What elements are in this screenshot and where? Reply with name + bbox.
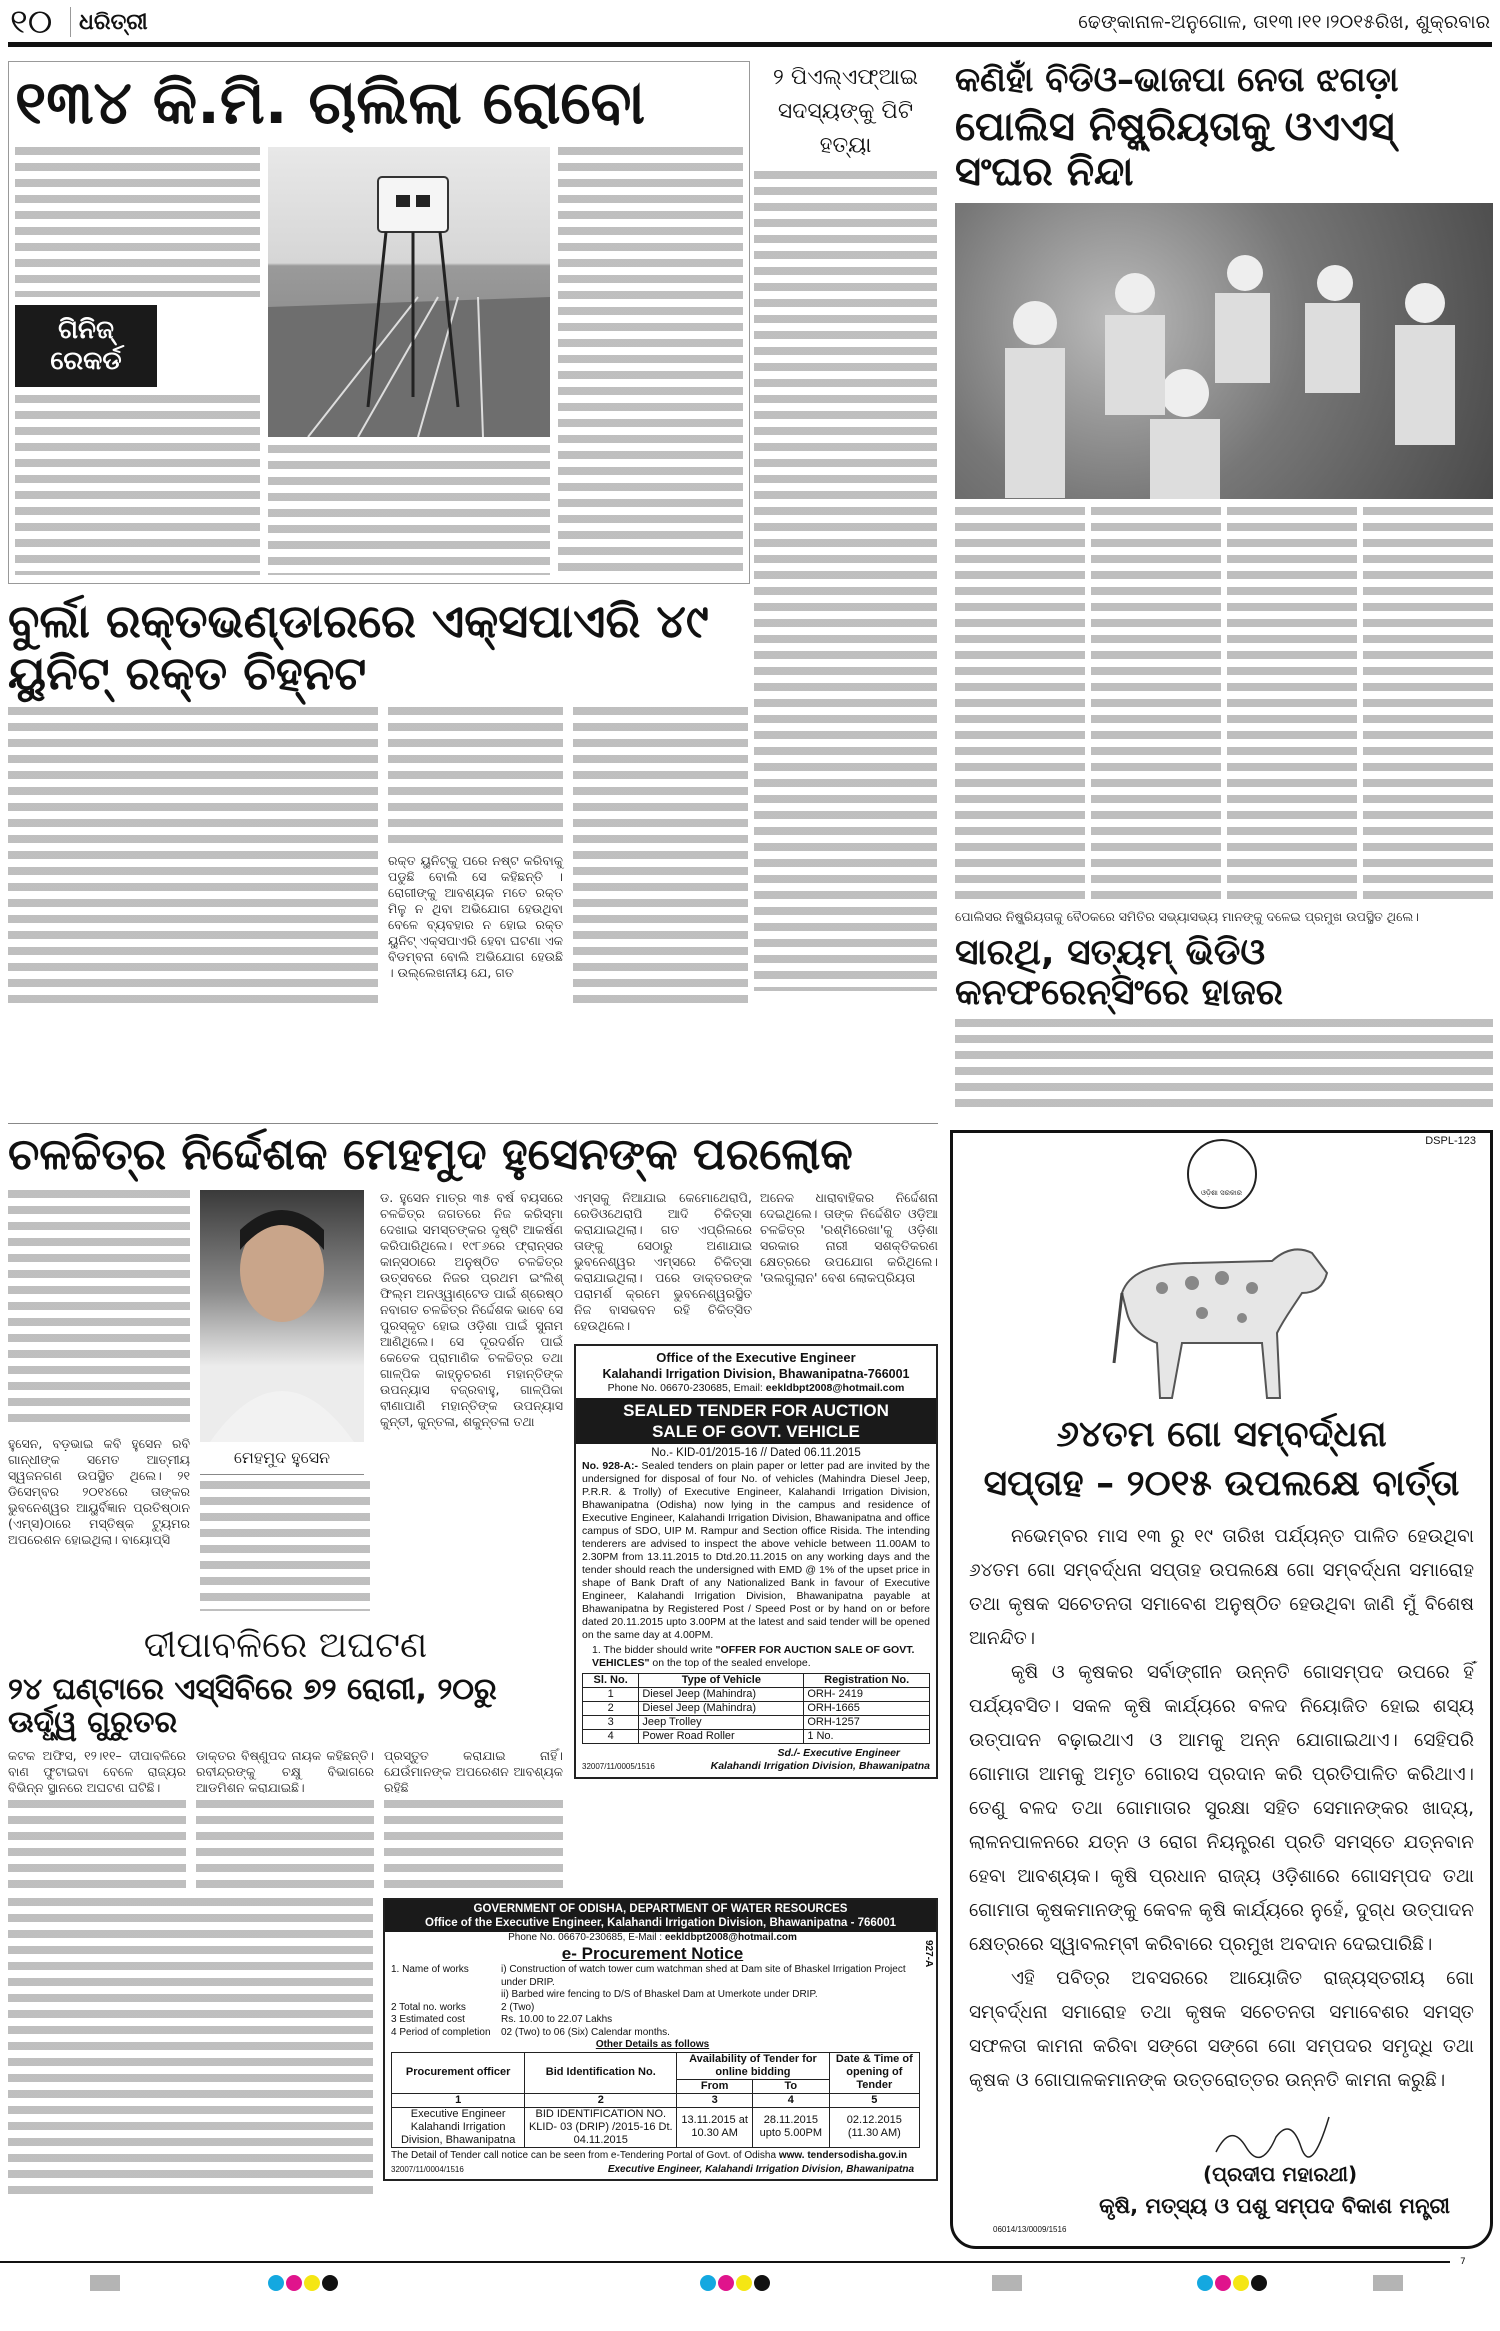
article-body-text [8,1898,373,2198]
cmyk-dots [268,2275,338,2291]
th-open: Date & Time of opening of Tender [829,2052,919,2093]
diwali-snippet-col1: କଟକ ଅଫିସ, ୧୨।୧୧– ଦୀପାବଳିରେ ବାଣ ଫୁଟାଇବା ବେଳେ ରାଜ୍ୟର ବିଭିନ୍ନ ସ୍ଥାନରେ ଅଘଟଣ ଘଟିଛି। [8,1747,186,1795]
magenta-dot [286,2275,302,2291]
tender-note [582,1644,930,1670]
eproc-row [8,1898,938,2198]
item-label [391,1989,501,2002]
ad-paragraph: ଏହି ପବିତ୍ର ଅବସରରେ ଆୟୋଜିତ ରାଜ୍ୟସ୍ତରୀୟ ଗୋ ସମ୍ବର୍ଦ୍ଧନା ସମାରୋହ ତଥା କୃଷକ ସଚେତନତା ସମାବେଶର ସମସ୍ତ ସଫଳତା କାମନା କରିବା ସଙ୍ଗେ ସଙ୍ଗେ ଗୋ ସମ୍ପଦର ସମୃଦ୍ଧି ତଥା କୃଷକ ଓ ଗୋପାଳକମାନଙ୍କ ଉତ୍ତରୋତ୍ତର ଉନ୍ନତି କାମନା କରୁଛି। [969,1967,1474,2091]
article-body-text [754,171,937,991]
tender-body-text: Sealed tenders on plain paper or letter pad are invited by the undersigned for disposal of four No. of vehicles (Mahindra Diesel Jeep, P.R.R. & Trolly) of Executive Engineer, Kalahandi Irrigation Division, Bhawanipatna (Odisha) now lying in the campus and residence of Executive Engineer, Kalahandi Irrigation Division, Bhawanipatna and office campus of SDO, UIP M. Rampur and Section office Risida. The intending tenderers are advised to inspect the above vehicle between 11.00AM to 2.30PM from 13.11.2015 to Dtd.20.11.2015 on any working days and the tender should reach the undersigned with EMD @ 1% of the upset price in shape of Bank Draft of any Nationalized Bank in favour of Executive Engineer, Kalahandi Irrigation Division, Bhawanipatna payable at Bhawanipatna by Registered Post / Speed Post or by hand on or before dated 20.11.2015 upto 3.00PM at the latest and said tender will be opened on the same day at 4.00PM. [582,1459,930,1641]
th-officer: Procurement officer [392,2052,525,2093]
tender-division: Kalahandi Irrigation Division, Bhawanipatna-766001 [602,1366,910,1381]
portrait-illustration [200,1190,364,1442]
cell: 02.12.2015 (11.30 AM) [829,2107,919,2147]
table-row [392,2107,920,2147]
top-band [0,47,1500,1115]
magenta-dot [1215,2275,1231,2291]
cyan-dot [700,2275,716,2291]
eproc-gov: GOVERNMENT OF ODISHA, DEPARTMENT OF WATER RESOURCES [473,1902,848,1915]
cmyk-dots [700,2275,770,2291]
yellow-dot [1233,2275,1249,2291]
eproc-title: e- Procurement Notice [561,1944,744,1964]
article-body-text [384,1800,563,1890]
cell: Executive Engineer Kalahandi Irrigation Division, Bhawanipatna [392,2107,525,2147]
oas-headline: ପୋଲିସ ନିଷ୍କ୍ରିୟତାକୁ ଓଏଏସ୍ ସଂଘର ନିନ୍ଦା [955,104,1395,195]
robot-article [8,61,750,584]
diwali-col-3 [384,1748,563,1890]
hussain-and-ads [8,1190,938,1890]
cell: Jeep Trolley [639,1715,804,1729]
header-divider [70,7,71,37]
meeting-people-illustration [955,203,1493,499]
cell: 13.11.2015 at 10.30 AM [677,2107,753,2147]
cell: Power Road Roller [639,1729,804,1743]
right-column [955,61,1493,1115]
item-value: Rs. 10.00 to 22.07 Lakhs [501,2014,613,2026]
burla-body [8,707,750,1007]
cow-illustration [1102,1233,1342,1403]
sarathi-headline: ସାରଥି, ସତ୍ୟମ୍ ଭିଡିଓ କନଫରେନ୍ସିଂରେ ହାଜର [955,931,1284,1013]
hussain-photo-caption: ମେହମୁଦ ହୁସେନ [200,1448,364,1475]
cell: 2 [583,1701,639,1715]
col-type: Type of Vehicle [639,1673,804,1687]
tender-title-2: SALE OF GOVT. VEHICLE [652,1421,860,1441]
diwali-snippet-col3: ପ୍ରସ୍ତୁତ କରାଯାଇ ନାହିଁ। ଯେଉଁମାନଙ୍କ ଅପରେଶନ ଆବଶ୍ୟକ ରହିଛି [384,1747,563,1795]
tender-note-bold: "OFFER FOR AUCTION SALE OF GOVT. VEHICLES" [592,1643,915,1669]
footer [0,2257,1500,2267]
article-body-text [955,1019,1493,1115]
middle-column [754,61,937,991]
item-value: ii) Barbed wire fencing to D/S of Bhaskel Dam at Umerkote under DRIP. [501,1989,818,2001]
list-item [391,1964,914,1989]
hussain-snippet-col3: ଏମ୍ସକୁ ନିଆଯାଇ କେମୋଥେରାପି, ରେଡିଓଥେରାପି ଆଦି ଚିକିତ୍ସା କରାଯାଇଥିଲା। ଗତ ଏପ୍ରିଲରେ ତାଙ୍କୁ ସେଠାରୁ ଅଣାଯାଇ ଭୁବନେଶ୍ୱର ଏମ୍ସରେ ଚିକିତ୍ସା କରାଯାଇଥିଲା। ପରେ ଡାକ୍ତରଙ୍କ ପରାମର୍ଶ କ୍ରମେ ଭୁବନେଶ୍ୱରସ୍ଥିତ ନିଜ ବାସଭବନ ରହି ଚିକିତ୍ସିତ ହେଉଥିଲେ। [574,1189,752,1333]
burla-headline: ବୁର୍ଲା ରକ୍ତଭଣ୍ଡାରରେ ଏକ୍ସପାଏରି ୪୯ ୟୁନିଟ୍ ରକ୍ତ ଚିହ୍ନଟ [8,594,709,700]
eproc-footer-text [385,2148,920,2165]
vehicle-table [582,1673,930,1744]
black-dot [322,2275,338,2291]
article-body-text [955,507,1493,907]
cyan-dot [268,2275,284,2291]
eproc-table [391,2052,920,2148]
eproc-phone: Phone No. 06670-230685, E-Mail : [508,1931,665,1943]
article-body-text [8,707,378,1007]
table-row [583,1729,930,1743]
ad-title-2: ସପ୍ତାହ – ୨୦୧୫ ଉପଲକ୍ଷେ ବାର୍ତ୍ତା [983,1463,1460,1505]
eproc-code: 32007/11/0004/1516 [391,2165,464,2175]
meeting-photo [955,203,1493,499]
table-row [583,1715,930,1729]
minister-designation: କୃଷି, ମତ୍ସ୍ୟ ଓ ପଶୁ ସମ୍ପଦ ବିକାଶ ମନ୍ତ୍ରୀ [1099,2193,1450,2218]
th-avail: Availability of Tender for online bidding [677,2052,829,2079]
item-label: 3 Estimated cost [391,2014,465,2026]
eproc-contact [385,1932,920,1945]
burla-body-snippet: ରକ୍ତ ୟୁନିଟ୍‌କୁ ପରେ ନଷ୍ଟ କରିବାକୁ ପଡୁଛି ବୋଲି ସେ କହିଛନ୍ତି । ରୋଗୀଙ୍କୁ ଆବଶ୍ୟକ ମତେ ରକ୍ତ ମିଳୁ ନ ଥିବା ଅଭିଯୋଗ ହେଉଥିବା ବେଳେ ବ୍ୟବହାର ନ ହୋଇ ରକ୍ତ ୟୁନିଟ୍ ଏକ୍ସପାଏରି ହେବା ଘଟଣା ଏକ ବିଡମ୍ବନା ବୋଲି ଅଭିଯୋଗ ହେଉଛି । ଉଲ୍ଲେଖନୀୟ ଯେ, ଗତ [388,853,563,981]
col-reg: Registration No. [804,1673,930,1687]
item-value: 2 (Two) [501,2001,535,2013]
gray-swatch [90,2275,120,2291]
article-body-text [558,147,743,575]
bottom-band [0,1130,1500,2248]
oas-kicker: କଣିହାଁ ବିଡିଓ–ଭାଜପା ନେତା ଝଗଡ଼ା [955,60,1399,100]
ad-paragraph: ନଭେମ୍ବର ମାସ ୧୩ ରୁ ୧୯ ତାରିଖ ପର୍ଯ୍ୟନ୍ତ ପାଳିତ ହେଉଥିବା ୬୪ତମ ଗୋ ସମ୍ବର୍ଦ୍ଧନା ସପ୍ତାହ ଉପଲକ୍ଷେ ଗୋ ସମ୍ବର୍ଦ୍ଧନା ସମାରୋହ ତଥା କୃଷକ ସଚେତନତା ସମାବେଶ ଅନୁଷ୍ଠିତ ହେଉଥିବା ଜାଣି ମୁଁ ବିଶେଷ ଆନନ୍ଦିତ। [969,1525,1474,1649]
article-body-text [573,707,748,1007]
list-item [391,2002,914,2015]
ad-title-1: ୬୪ତମ ଗୋ ସମ୍ବର୍ଦ୍ଧନା [1056,1414,1387,1456]
list-item [391,2014,914,2027]
robot-headline: ୧୩୪ କି.ମି. ଚାଲିଲା ରୋବୋ [15,68,646,138]
footer-rule [0,2261,1450,2263]
yellow-dot [304,2275,320,2291]
newspaper-logo: ଧରିତ୍ରୀ [79,9,148,35]
cell: BID IDENTIFICATION NO. KLID- 03 (DRIP) /2015-16 Dt. 04.11.2015 [525,2107,677,2147]
gray-swatch [992,2275,1022,2291]
th-n1: 1 [392,2093,525,2107]
left-part [8,1190,563,1890]
tender-ref: No.- KID-01/2015-16 // Dated 06.11.2015 [651,1446,861,1459]
diwali-kicker: ଦୀପାବଳିରେ ଅଘଟଣ [143,1624,428,1666]
dateline: ଢେଙ୍କାନାଳ-ଅନୁଗୋଳ, ତା୧୩।୧୧।୨୦୧୫ରିଖ, ଶୁକ୍ରବାର [1078,11,1490,33]
tender-sign-1: Sd./- Executive Engineer [777,1746,900,1759]
pfi-headline: ୨ ପିଏଲ୍ଏଫ୍ଆଇ ସଦସ୍ୟଙ୍କୁ ପିଟି ହତ୍ୟା [772,65,919,158]
eproc-items [385,1964,920,2039]
cell: Diesel Jeep (Mahindra) [639,1701,804,1715]
black-dot [754,2275,770,2291]
robot-body [15,147,743,575]
table-row [583,1687,930,1701]
tender-phone: Phone No. 06670-230685, Email: [607,1381,766,1394]
go-samvardhana-ad [950,1130,1493,2248]
eproc-sign: Executive Engineer, Kalahandi Irrigation Division, Bhawanipatna [607,2164,914,2176]
robot-col-1 [15,147,260,575]
page-number: ୧୦ [10,2,53,42]
th-from: From [677,2079,753,2093]
diwali-headline: ୨୪ ଘଣ୍ଟାରେ ଏସ୍‌ସିବିରେ ୭୨ ରୋଗୀ, ୨୦ରୁ ଊର୍ଦ୍ଧ୍ୱ ଗୁରୁତର [8,1671,497,1741]
th-n5: 5 [829,2093,919,2107]
emblem-text: ଓଡ଼ିଶା ସରକାର [1201,1189,1242,1198]
tender-footer [582,1760,930,1773]
hussain-right-cols [574,1190,938,1334]
eproc-office: Office of the Executive Engineer, Kalahandi Irrigation Division, Bhawanipatna - 766001 [425,1916,896,1929]
list-item [391,1989,914,2002]
item-value: i) Construction of watch tower cum watchman shed at Dam site of Bhaskel Irrigation Project under DRIP. [501,1964,906,1988]
eproc-other: Other Details as follows [595,2039,710,2051]
left-column [8,61,750,1007]
cell: 1 [583,1687,639,1701]
robot-track-illustration [268,147,550,437]
cell: ORH- 2419 [804,1687,930,1701]
cell: 1 No. [804,1729,930,1743]
tender-title-1: SEALED TENDER FOR AUCTION [623,1400,889,1420]
article-body-text [388,707,563,847]
bottom-left [8,1130,938,2197]
article-body-text [268,445,550,575]
th-n2: 2 [525,2093,677,2107]
right-part [574,1190,938,1779]
th-n4: 4 [753,2093,830,2107]
registration-marks [0,2275,1500,2301]
cell: Diesel Jeep (Mahindra) [639,1687,804,1701]
hussain-snippet-col1: ହୁସେନ, ବଡ଼ଭାଇ କବି ହୁସେନ ରବି ଗାନ୍ଧୀଙ୍କ ସମେତ ଆତ୍ମୀୟ ସ୍ୱଜନଗଣ ଉପସ୍ଥିତ ଥିଲେ। ୨୧ ଡିସେମ୍ବର ୨୦୧୪ରେ ତାଙ୍କର ଭୁବନେଶ୍ୱର ଆୟୁର୍ବିଜ୍ଞାନ ପ୍ରତିଷ୍ଠାନ (ଏମ୍ସ)ଠାରେ ମସ୍ତିଷ୍କ ଟ୍ୟୁମର ଅପରେଶନ ହୋଇଥିଲା। ବାୟୋପ୍ସି [8,1435,190,1547]
item-label: 1. Name of works [391,1964,469,1976]
article-body-text [15,147,260,297]
eproc-email: eekldbpt2008@hotmail.com [664,1931,797,1943]
robot-col-2 [268,147,550,575]
eproc-url[interactable]: www. tendersodisha.gov.in [778,2149,908,2161]
ad-code: DSPL-123 [1425,1135,1476,1148]
item-value: 02 (Two) to 06 (Six) Calendar months. [501,2026,670,2038]
article-body-text [8,1800,186,1890]
hussain-col-photo [200,1190,370,1611]
tender-auction-ad [574,1344,938,1779]
ad-message [969,1520,1474,2098]
article-body-text [8,1190,190,1430]
tender-office: Office of the Executive Engineer [656,1349,856,1365]
robot-photo [268,147,550,437]
page-header [0,0,1500,42]
th-to: To [753,2079,830,2093]
hussain-snippet-col2: ଡ. ହୁସେନ ମାତ୍ର ୩୫ ବର୍ଷ ବୟସରେ ଚଳଚ୍ଚିତ୍ର ଜଗତରେ ନିଜ କରିସ୍ମା ଦେଖାଇ ସମସ୍ତଙ୍କର ଦୃଷ୍ଟି ଆକର୍ଷଣ କରିପାରିଥିଲେ। ୧୯୮୬ରେ ଫ୍ରାନ୍ସର କାନ୍ସଠାରେ ଅନୁଷ୍ଠିତ ଚଳଚ୍ଚିତ୍ର ଉତ୍ସବରେ ନିଜର ପ୍ରଥମ ଇଂଲିଶ୍ ଫିଲ୍ମ ଅନଓ୍ୱାଣ୍ଟେଡ ପାଇଁ ଶ୍ରେଷ୍ଠ ନବାଗତ ଚଳଚ୍ଚିତ୍ର ନିର୍ଦ୍ଦେଶକ ଭାବେ ସେ ପୁରସ୍କୃତ ହୋଇ ଓଡ଼ିଶା ପାଇଁ ସୁନାମ ଆଣିଥିଲେ। ସେ ଦୂରଦର୍ଶନ ପାଇଁ କେତେକ ପ୍ରାମାଣିକ ଚଳଚ୍ଚିତ୍ର ତଥା ଗାଳ୍ପିକ କାହ୍ନୁଚରଣ ମହାନ୍ତିଙ୍କ ଉପନ୍ୟାସ ବଜ୍ରବାହୁ, ଗାଳ୍ପିକା ବୀଣାପାଣି ମହାନ୍ତିଙ୍କ ଉପନ୍ୟାସ କୁନ୍ତୀ, କୁନ୍ତଳା, ଶକୁନ୍ତଳା ତଥା [380,1189,563,1429]
hussain-snippet-col4: ଅନେକ ଧାରାବାହିକର ନିର୍ଦ୍ଦେଶନା ଦେଇଥିଲେ। ତାଙ୍କ ନିର୍ଦ୍ଦେଶିତ ଓଡ଼ିଆ ଚଳଚ୍ଚିତ୍ର 'ରଶ୍ମିରେଖା'କୁ ଓଡ଼ିଶା ସରକାର ନାରୀ ସଶକ୍ତିକରଣ କ୍ଷେତ୍ରରେ ଉପଯୋଗ କରିଥିଲେ। 'ଉଲଗୁଲାନ' ବେଶ ଲୋକପ୍ରିୟତା [760,1189,938,1285]
page-mark: 7 [1460,2256,1466,2267]
table-row [583,1701,930,1715]
diwali-col-1 [8,1748,186,1890]
article-body-text [196,1800,374,1890]
tender-number: No. 928-A:- [582,1459,639,1472]
odisha-emblem [1187,1139,1257,1209]
eproc-sign-row [385,2164,920,2179]
hussain-body [8,1190,563,1611]
cell: 28.11.2015 upto 5.00PM [753,2107,830,2147]
eproc-side-code: 927-A [923,1939,934,1967]
diwali-body [8,1748,563,1890]
cell: 4 [583,1729,639,1743]
col-sl: Sl. No. [583,1673,639,1687]
tender-contact [582,1382,930,1395]
cell: 3 [583,1715,639,1729]
cell: ORH-1257 [804,1715,930,1729]
tender-sign-2: Kalahandi Irrigation Division, Bhawanipatna [710,1759,930,1772]
diwali-col-2 [196,1748,374,1890]
ad-footer-code: 06014/13/0009/1516 [993,2224,1067,2234]
eproc-banner [385,1900,936,1932]
hussain-col-1 [8,1190,190,1548]
minister-signature [1211,2112,1331,2162]
cyan-dot [1197,2275,1213,2291]
black-dot [1251,2275,1267,2291]
badge-line-1: ଗିନିଜ୍ [58,315,114,346]
eproc-footer-pre: The Detail of Tender call notice can be seen from e-Tendering Portal of Govt. of Odisha [391,2149,779,2161]
tender-code: 32007/11/0005/1516 [582,1761,655,1771]
hussain-headline: ଚଳଚ୍ଚିତ୍ର ନିର୍ଦ୍ଦେଶକ ମେହମୁଦ ହୁସେନଙ୍କ ପରଲୋକ [8,1129,853,1181]
list-item [391,2027,914,2040]
minister-name: (ପ୍ରଦୀପ ମହାରଥୀ) [1203,2161,1358,2186]
diwali-snippet-col2: ଡାକ୍ତର ବିଷ୍ଣୁପଦ ନାୟକ କହିଛନ୍ତି। ରବୀନ୍ଦ୍ରଙ୍କୁ ଚକ୍ଷୁ ବିଭାଗରେ ଆଡମିଶନ କରାଯାଇଛି। [196,1747,374,1795]
hussain-photo [200,1190,364,1442]
cmyk-dots [1197,2275,1267,2291]
burla-col-3 [388,707,563,981]
th-bid: Bid Identification No. [525,2052,677,2093]
article-body-text [200,1481,370,1611]
th-n3: 3 [677,2093,753,2107]
magenta-dot [718,2275,734,2291]
eproc-content [385,1932,936,2179]
tender-note-post: on the top of the sealed envelope. [649,1656,811,1669]
section-rule [8,1123,938,1124]
article-body-text [15,395,260,575]
gray-swatch [1373,2275,1403,2291]
tender-body [582,1460,930,1642]
cell: ORH-1665 [804,1701,930,1715]
guinness-record-badge [15,305,157,387]
ad-paragraph: କୃଷି ଓ କୃଷକର ସର୍ବାଙ୍ଗୀନ ଉନ୍ନତି ଗୋସମ୍ପଦ ଉପରେ ହିଁ ପର୍ଯ୍ୟବସିତ। ସକଳ କୃଷି କାର୍ଯ୍ୟରେ ବଳଦ ନିୟୋଜିତ ହୋଇ ଶସ୍ୟ ଉତ୍ପାଦନ ବଢ଼ାଇଥାଏ ଓ ଆମକୁ ଅନ୍ନ ଯୋଗାଇଥାଏ। ସେହିପରି ଗୋମାତା ଆମକୁ ଅମୃତ ଗୋରସ ପ୍ରଦାନ କରି ପ୍ରତିପାଳିତ କରିଥାଏ। ତେଣୁ ବଳଦ ତଥା ଗୋମାତାର ସୁରକ୍ଷା ସହିତ ସେମାନଙ୍କର ଖାଦ୍ୟ, ଲାଳନପାଳନରେ ଯତ୍ନ ଓ ରୋଗ ନିୟନ୍ତ୍ରଣ ପ୍ରତି ସମସ୍ତେ ଯତ୍ନବାନ ହେବା ଆବଶ୍ୟକ। କୃଷି ପ୍ରଧାନ ରାଜ୍ୟ ଓଡ଼ିଶାରେ ଗୋସମ୍ପଦ ତଥା ଗୋମାତା କୃଷକମାନଙ୍କୁ କେବଳ କୃଷି କାର୍ଯ୍ୟରେ ନୁହେଁ, ଦୁଗ୍ଧ ଉତ୍ପାଦନ କ୍ଷେତ୍ରରେ ସ୍ୱାବଲମ୍ବୀ କରିବାରେ ପ୍ରମୁଖ ଅବଦାନ ଦେଇପାରିଛି। [969,1661,1474,1955]
item-label: 2 Total no. works [391,2001,466,2013]
item-label: 4 Period of completion [391,2026,491,2038]
tender-note-pre: 1. The bidder should write [592,1643,716,1656]
e-procurement-notice [383,1898,938,2181]
oas-last-line: ପୋଲିସର ନିଷ୍କ୍ରିୟତାକୁ ବୈଠକରେ ସମିତିର ସଭ୍ୟାସଭ୍ୟ ମାନଙ୍କୁ ଦଳେଇ ପ୍ରମୁଖ ଉପସ୍ଥିତ ଥିଲେ। [955,908,1419,924]
badge-line-2: ରେକର୍ଡ [50,346,122,377]
yellow-dot [736,2275,752,2291]
tender-title-banner [576,1398,936,1444]
tender-email: eekldbpt2008@hotmail.com [765,1381,905,1394]
